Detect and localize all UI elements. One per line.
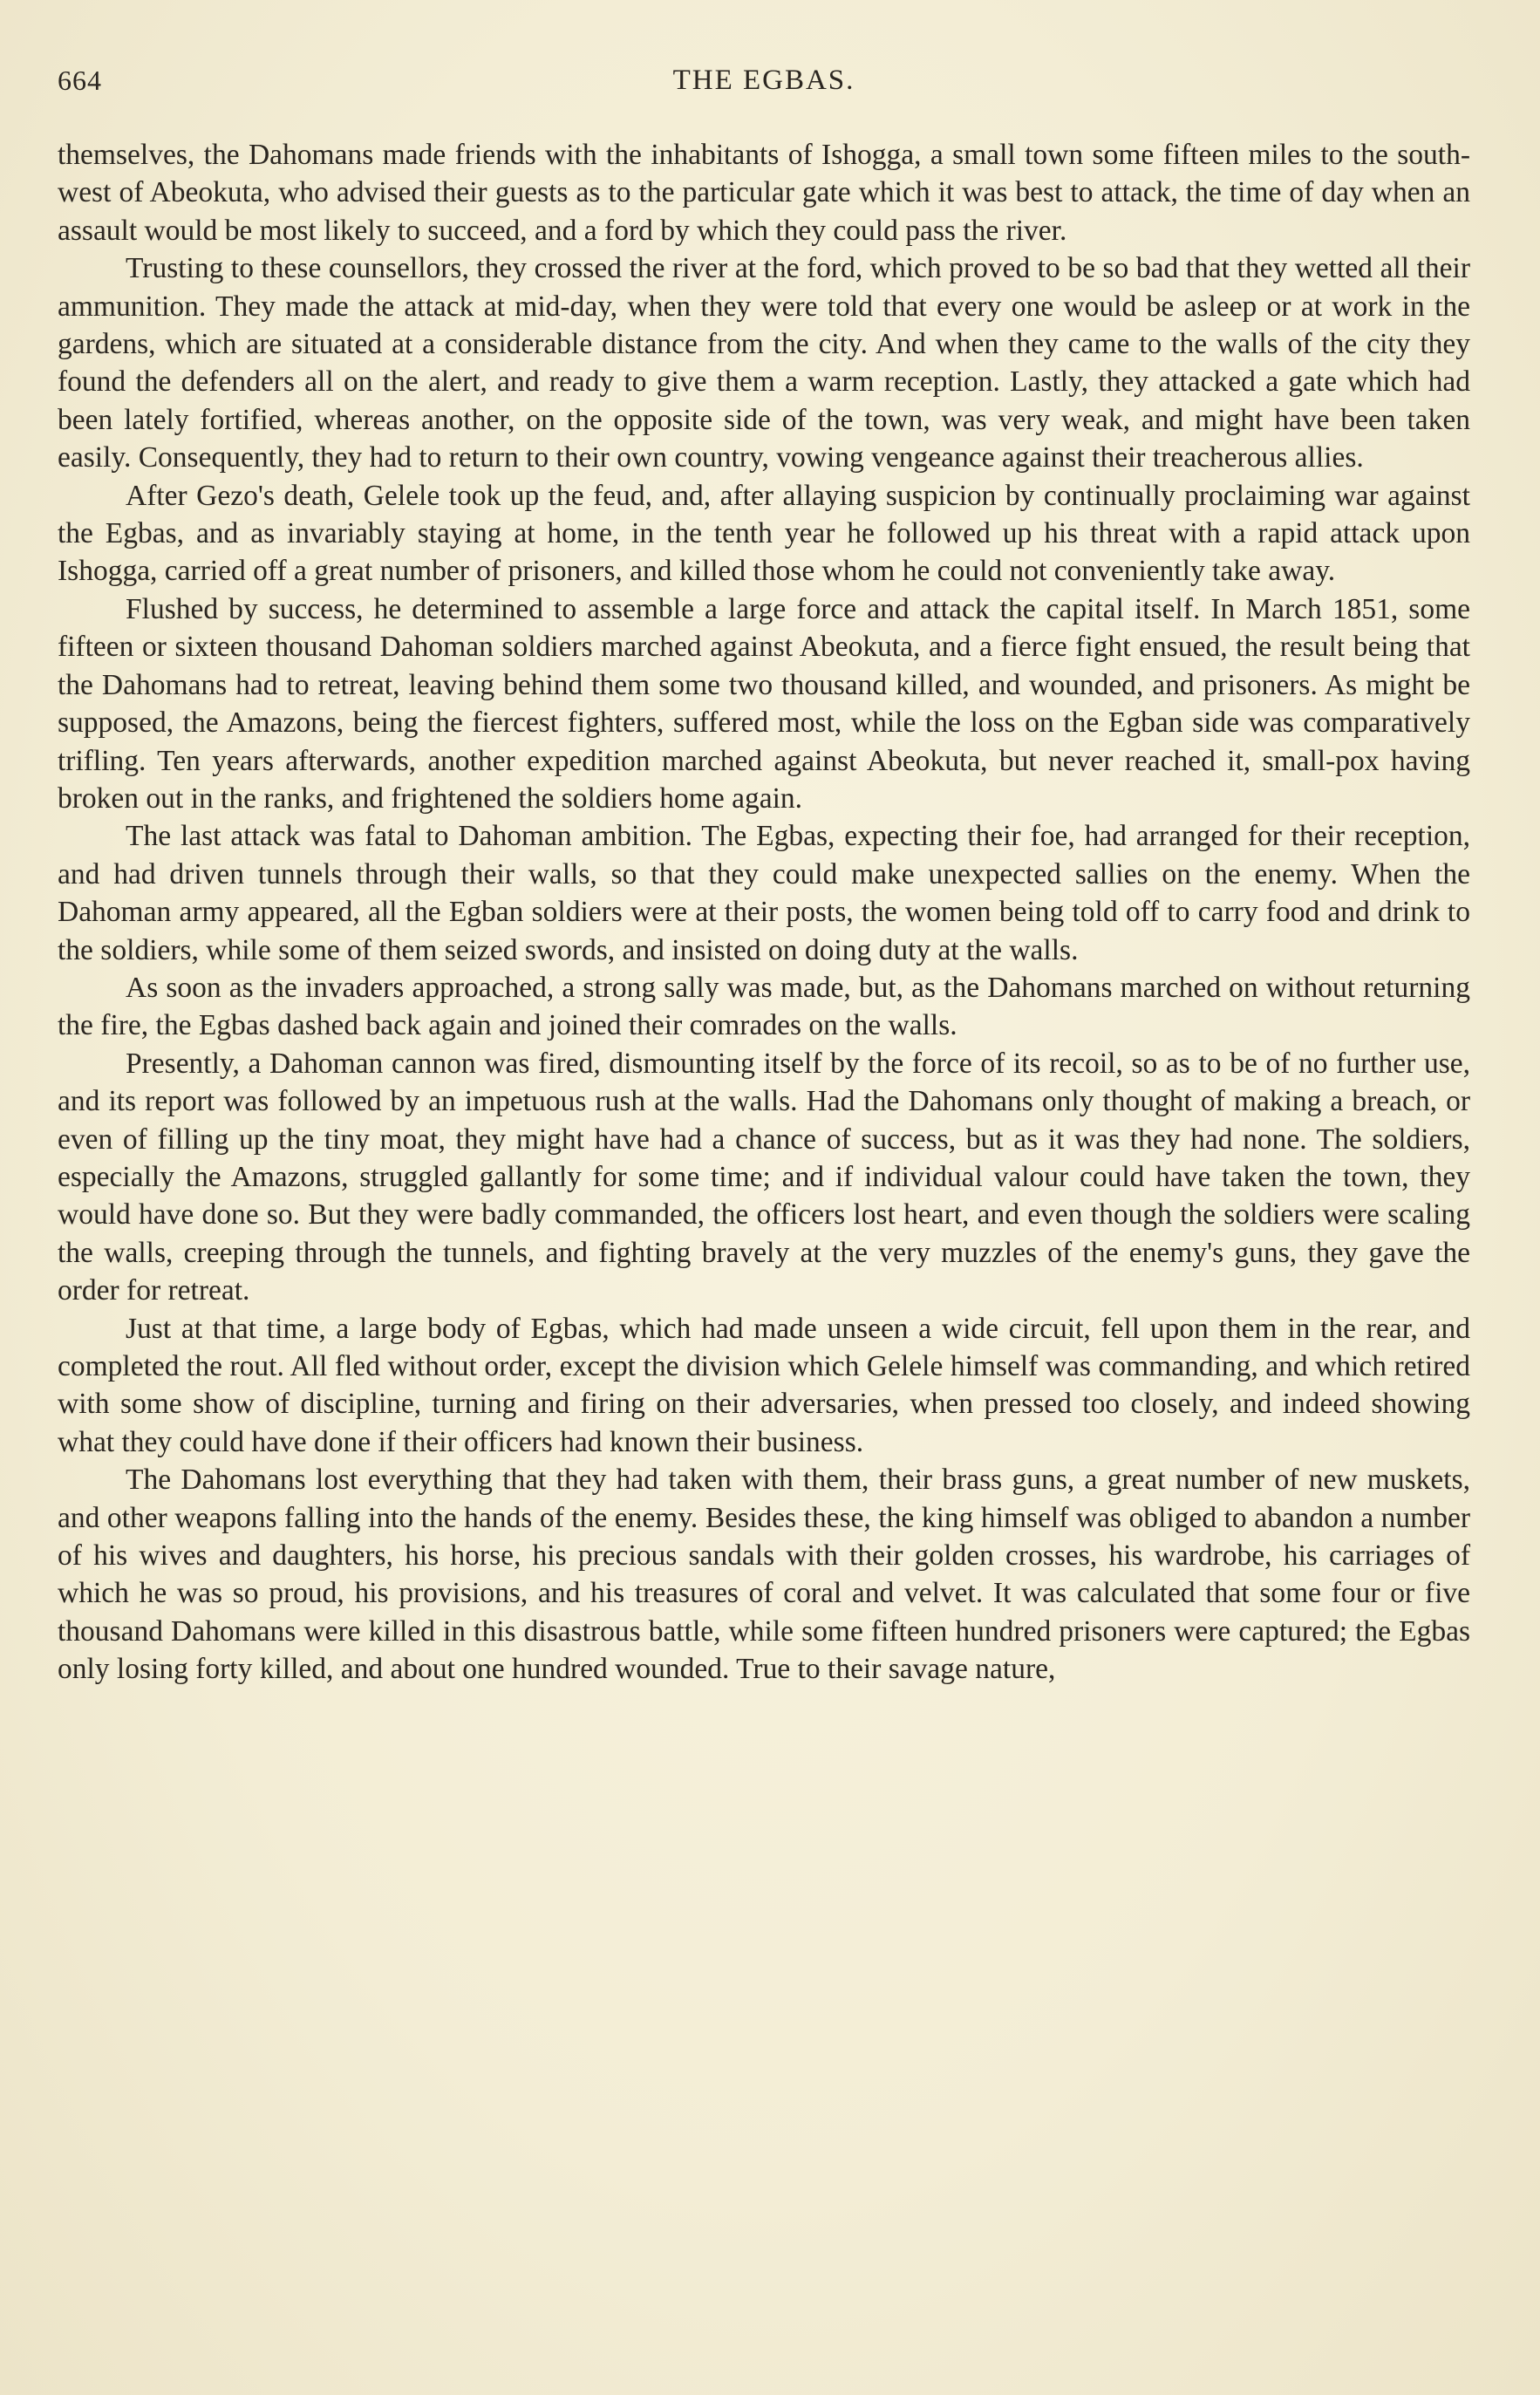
paragraph: Flushed by success, he determined to assemble a large force and attack the capital itself. In March 1851, some fifteen or sixteen thousand Dahoman soldiers marched against Abeokuta, and a fierce fight ensued, the result being that the Dahomans had to retreat, leaving behind them some two thousand killed, and wounded, and prisoners. As might be supposed, the Amazons, being the fiercest fighters, suffered most, while the loss on the Egban side was comparatively trifling. Ten years afterwards, another expedition marched against Abeokuta, but never reached it, small-pox having broken out in the ranks, and frightened the soldiers home again. xyxy=(58,592,1470,815)
paragraph: Just at that time, a large body of Egbas, which had made unseen a wide circuit, fell upon them in the rear, and completed the rout. All fled without order, except the division which Gelele himself was commanding, and which retired with some show of discipline, turning and firing on their adversaries, when pressed too closely, and indeed showing what they could have done if their officers had known their business. xyxy=(58,1312,1470,1458)
paragraph: The Dahomans lost everything that they had taken with them, their brass guns, a great number of new muskets, and other weapons falling into the hands of the enemy. Besides these, the king himself was obliged to abandon a number of his wives and daughters, his horse, his precious sandals with their golden crosses, his wardrobe, his carriages of which he was so proud, his provisions, and his treasures of coral and velvet. It was calculated that some four or five thousand Dahomans were killed in this disastrous battle, while some fifteen hundred prisoners were captured; the Egbas only losing forty killed, and about one hundred wounded. True to their savage nature, xyxy=(58,1464,1470,1686)
page-header xyxy=(58,65,1470,103)
running-title: THE EGBAS. xyxy=(672,65,855,96)
paragraph: themselves, the Dahomans made friends with the inhabitants of Ishogga, a small town some fifteen miles to the south-west of Abeokuta, who advised their guests as to the particular gate which it was best to attack, the time of day when an assault would be most likely to succeed, and a ford by which they could pass the river. xyxy=(58,139,1470,247)
page-number: 664 xyxy=(58,65,102,96)
paragraph: The last attack was fatal to Dahoman ambition. The Egbas, expecting their foe, had arranged for their reception, and had driven tunnels through their walls, so that they could make unexpected sallies on the enemy. When the Dahoman army appeared, all the Egban soldiers were at their posts, the women being told off to carry food and drink to the soldiers, while some of them seized swords, and insisted on doing duty at the walls. xyxy=(58,820,1470,966)
paragraph: Trusting to these counsellors, they crossed the river at the ford, which proved to be so bad that they wetted all their ammunition. They made the attack at mid-day, when they were told that every one would be asleep or at work in the gardens, which are situated at a considerable distance from the city. And when they came to the walls of the city they found the defenders all on the alert, and ready to give them a warm reception. Lastly, they attacked a gate which had been lately fortified, whereas another, on the opposite side of the town, was very weak, and might have been taken easily. Consequently, they had to return to their own country, vowing vengeance against their treacherous allies. xyxy=(58,252,1470,474)
paragraph: After Gezo's death, Gelele took up the feud, and, after allaying suspicion by continually proclaiming war against the Egbas, and as invariably staying at home, in the tenth year he followed up his threat with a rapid attack upon Ishogga, carried off a great number of prisoners, and killed those whom he could not conveniently take away. xyxy=(58,479,1470,588)
paragraph: As soon as the invaders approached, a strong sally was made, but, as the Dahomans marched on without returning the fire, the Egbas dashed back again and joined their comrades on the walls. xyxy=(58,971,1470,1042)
body-text xyxy=(58,136,1470,1689)
paragraph: Presently, a Dahoman cannon was fired, dismounting itself by the force of its recoil, so as to be of no further use, and its report was followed by an impetuous rush at the walls. Had the Dahomans only thought of making a breach, or even of filling up the tiny moat, they might have had a chance of success, but as it was they had none. The soldiers, especially the Amazons, struggled gallantly for some time; and if individual valour could have taken the town, they would have done so. But they were badly commanded, the officers lost heart, and even though the soldiers were scaling the walls, creeping through the tunnels, and fighting bravely at the very muzzles of the enemy's guns, they gave the order for retreat. xyxy=(58,1047,1470,1307)
